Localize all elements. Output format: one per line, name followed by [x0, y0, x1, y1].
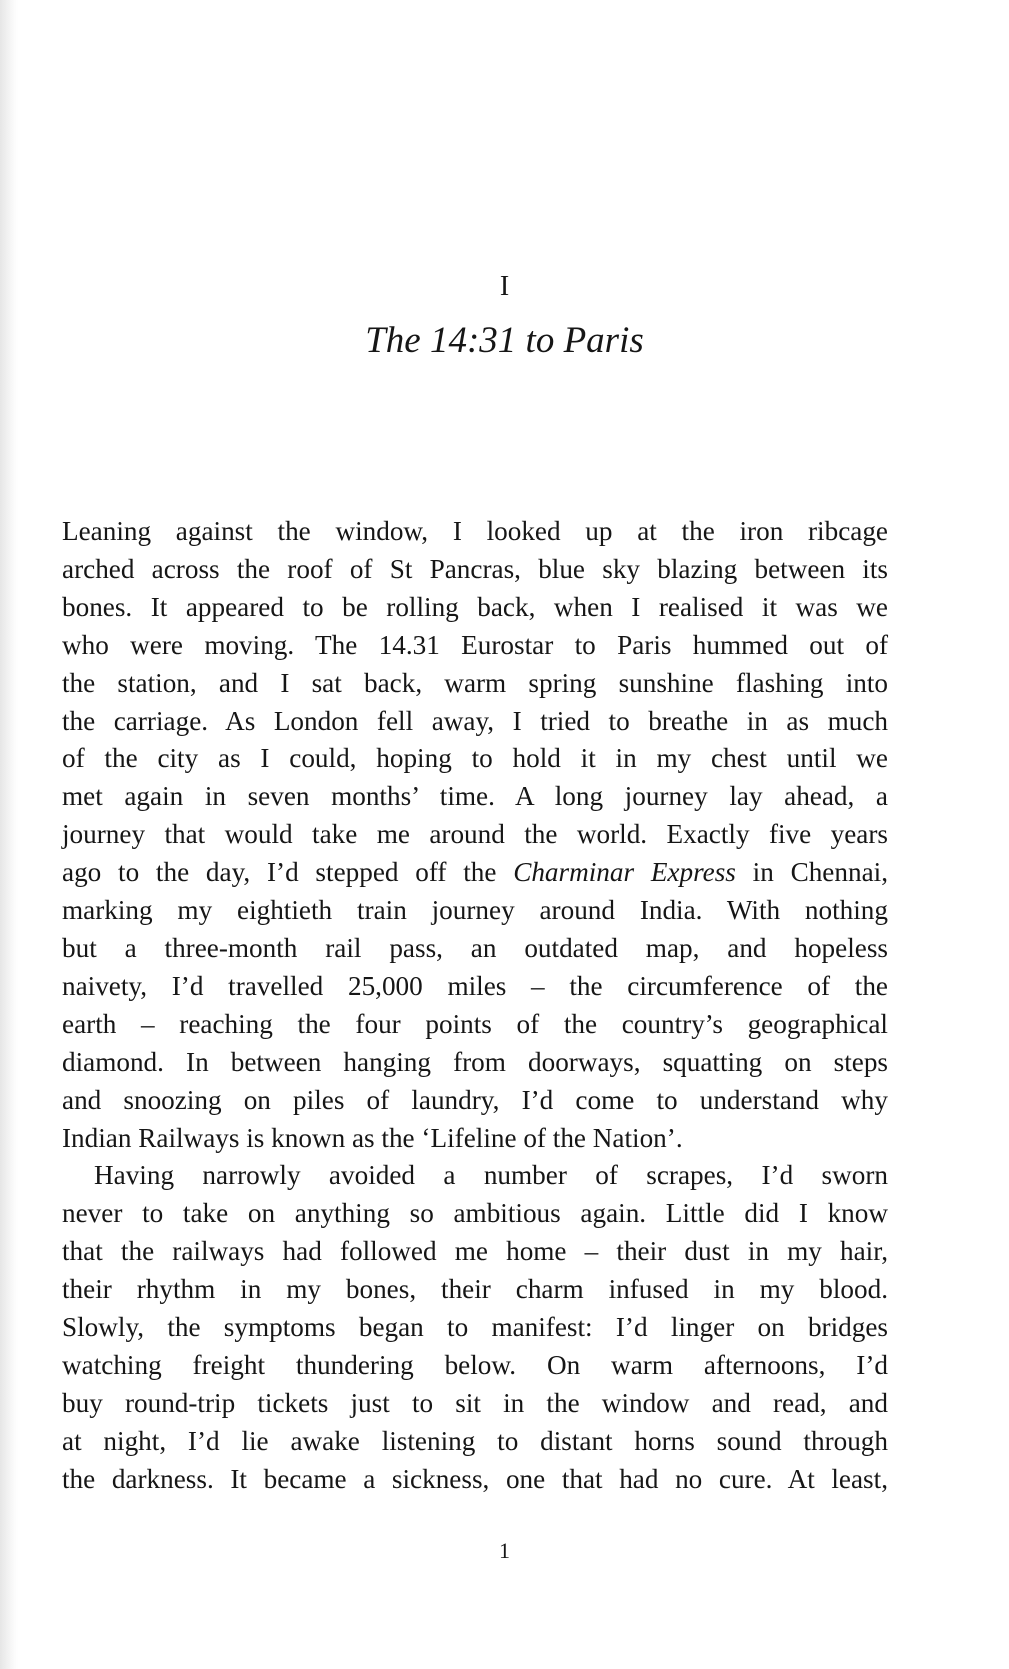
text-line: diamond. In between hanging from doorways, squatting on steps — [62, 1046, 888, 1077]
text-line: journey that would take me around the world. Exactly five years — [62, 819, 888, 850]
text-line: at night, I’d lie awake listening to distant horns sound through — [62, 1425, 888, 1456]
chapter-title: The 14:31 to Paris — [365, 320, 644, 361]
text-line: Leaning against the window, I looked up at the iron ribcage — [62, 516, 888, 546]
text-line: bones. It appeared to be rolling back, when I realised it was we — [62, 591, 888, 622]
text-line: ago to the day, I’d stepped off the Charminar Express in Chennai, — [62, 857, 888, 888]
text-line: of the city as I could, hoping to hold it in my chest until we — [62, 743, 888, 774]
text-line: that the railways had followed me home – their dust in my hair, — [62, 1236, 888, 1267]
page-number: 1 — [499, 1538, 510, 1563]
text-line: met again in seven months’ time. A long journey lay ahead, a — [62, 781, 888, 812]
text-line: arched across the roof of St Pancras, blue sky blazing between its — [62, 553, 888, 584]
text-line: buy round-trip tickets just to sit in the window and read, and — [62, 1387, 888, 1418]
text-line: naivety, I’d travelled 25,000 miles – the circumference of the — [62, 970, 888, 1001]
page-edge-shadow — [0, 0, 18, 1669]
text-line: the darkness. It became a sickness, one that had no cure. At least, — [62, 1463, 888, 1494]
text-line: the station, and I sat back, warm spring sunshine flashing into — [62, 667, 888, 698]
italic-train-name: Charminar Express — [513, 857, 736, 888]
text-line: watching freight thundering below. On warm afternoons, I’d — [62, 1349, 888, 1380]
chapter-number: I — [499, 271, 510, 302]
text-line: Slowly, the symptoms began to manifest: I’d linger on bridges — [62, 1312, 888, 1343]
text-line: who were moving. The 14.31 Eurostar to Paris hummed out of — [62, 629, 888, 660]
text-line: earth – reaching the four points of the country’s geographical — [62, 1008, 888, 1039]
text-line: but a three-month rail pass, an outdated map, and hopeless — [62, 932, 888, 963]
text-line: their rhythm in my bones, their charm infused in my blood. — [62, 1274, 888, 1305]
body-text — [62, 513, 888, 1499]
text-line: Having narrowly avoided a number of scrapes, I’d sworn — [94, 1160, 888, 1191]
text-line: and snoozing on piles of laundry, I’d come to understand why — [62, 1084, 888, 1115]
text-line: marking my eightieth train journey around India. With nothing — [62, 895, 888, 926]
text-line: Indian Railways is known as the ‘Lifeline of the Nation’. — [62, 1122, 683, 1153]
text-line: never to take on anything so ambitious again. Little did I know — [62, 1198, 888, 1229]
text-line: the carriage. As London fell away, I tried to breathe in as much — [62, 705, 888, 736]
